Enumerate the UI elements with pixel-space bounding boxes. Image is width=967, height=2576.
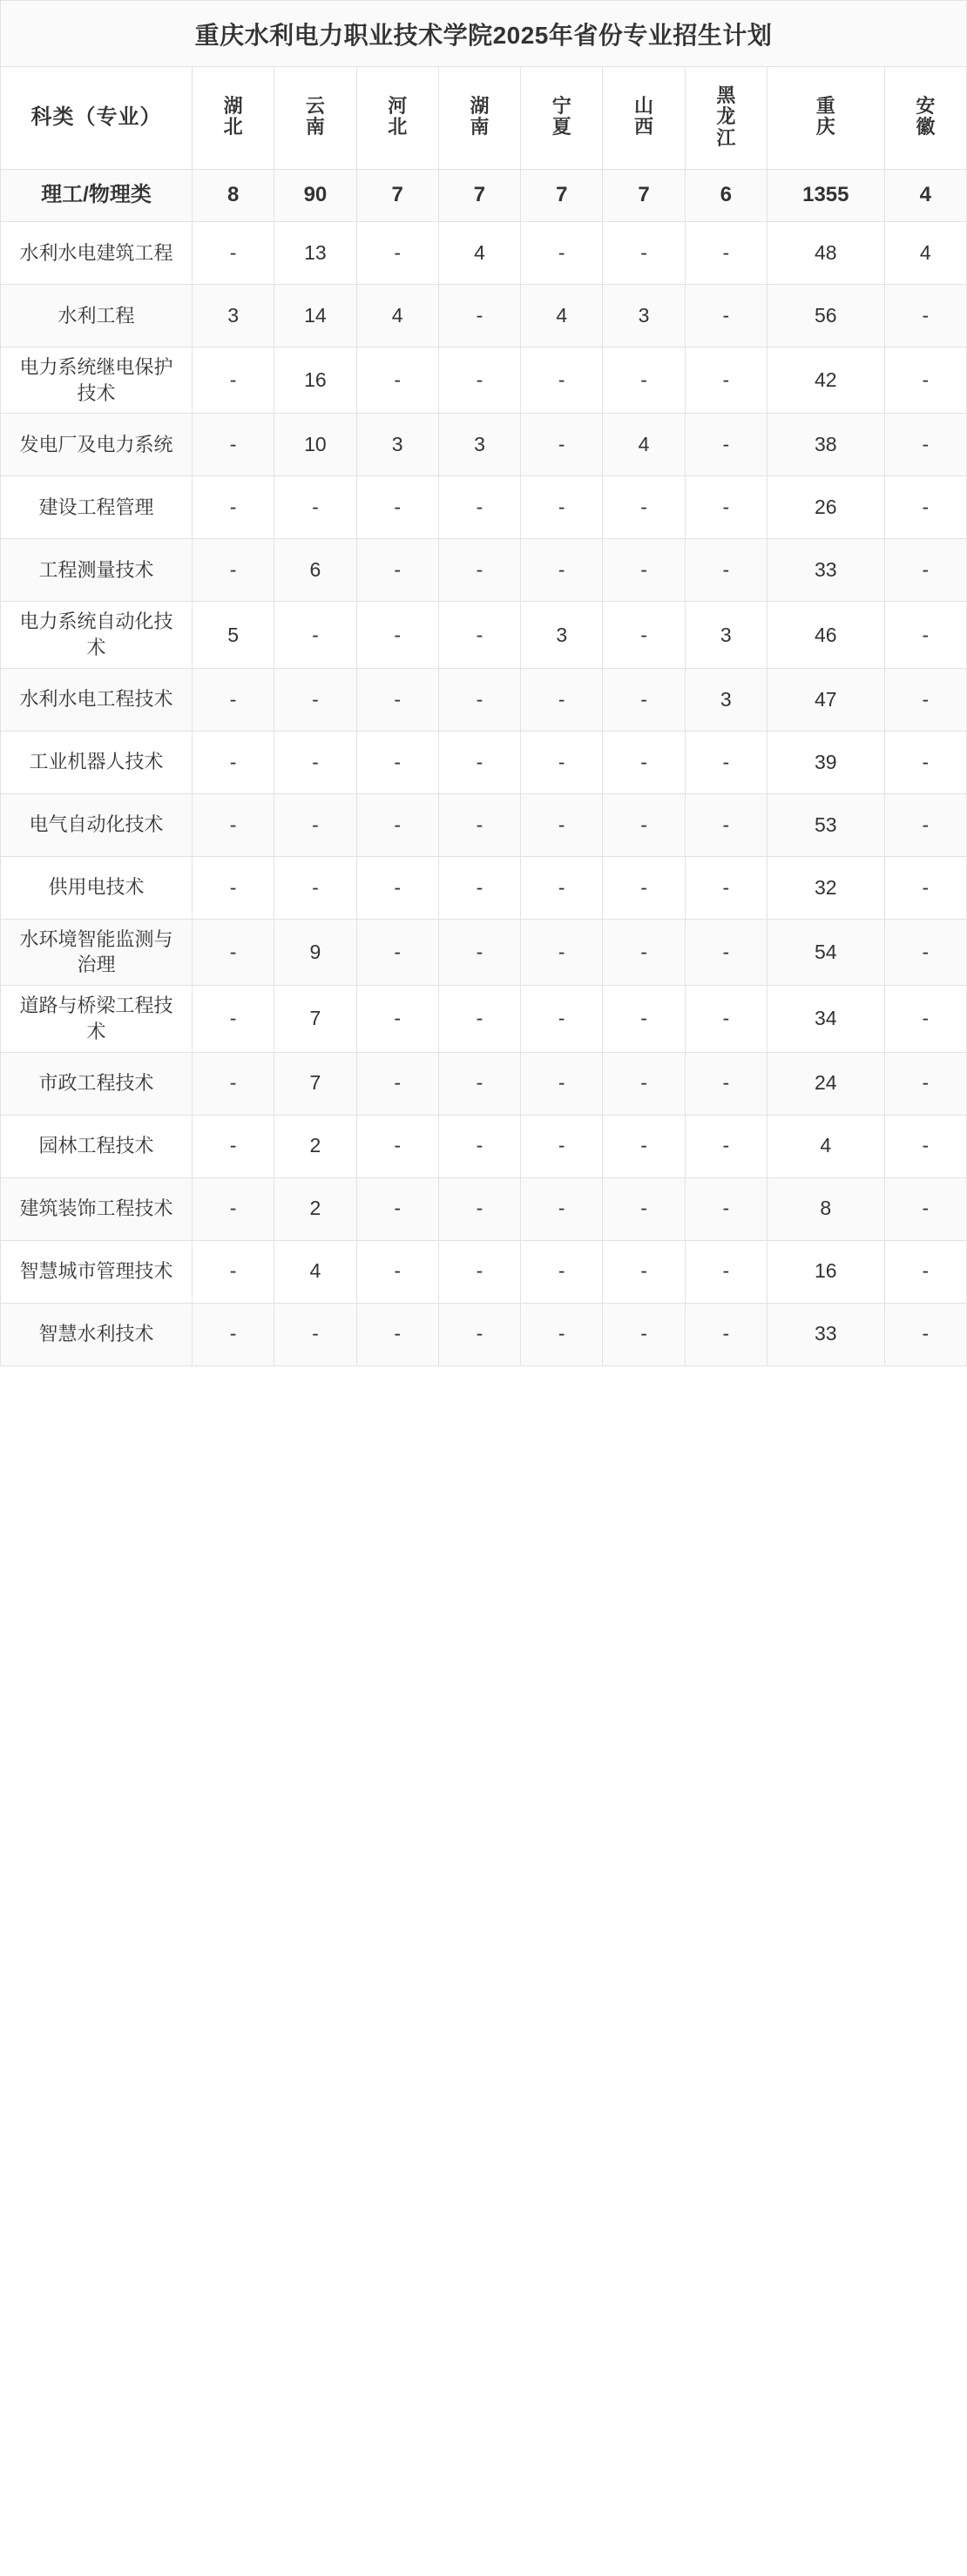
cell-heilongjiang: 3 [685,602,767,668]
cell-ningxia: - [521,986,603,1052]
cell-hubei: 5 [193,602,274,668]
cell-ningxia: - [521,222,603,285]
cell-yunnan: 2 [274,1177,356,1240]
cell-ningxia: - [521,1303,603,1366]
cell-heilongjiang: - [685,919,767,985]
major-name: 电气自动化技术 [1,793,193,856]
column-header-major: 科类（专业） [1,67,193,170]
cell-chongqing: 4 [767,1115,884,1177]
cell-anhui: - [884,919,966,985]
cell-chongqing: 34 [767,986,884,1052]
cell-heilongjiang: - [685,414,767,476]
cell-chongqing: 33 [767,1303,884,1366]
major-name: 水利水电建筑工程 [1,222,193,285]
page-title: 重庆水利电力职业技术学院2025年省份专业招生计划 [194,21,773,49]
cell-chongqing: 47 [767,668,884,731]
cell-hubei: 3 [193,285,274,347]
cell-heilongjiang: 3 [685,668,767,731]
table-body [1,170,967,1366]
cell-hunan: - [438,856,520,919]
subject-value-chongqing: 1355 [767,170,884,222]
cell-chongqing: 39 [767,731,884,793]
table-header-row [1,67,967,170]
cell-hebei: - [356,476,438,539]
cell-hunan: 4 [438,222,520,285]
table-row [1,347,967,414]
cell-yunnan: 9 [274,919,356,985]
cell-heilongjiang: - [685,347,767,414]
cell-hunan: - [438,1303,520,1366]
cell-anhui: - [884,1052,966,1115]
cell-chongqing: 54 [767,919,884,985]
cell-hebei: - [356,347,438,414]
cell-shanxi: - [603,919,685,985]
cell-shanxi: - [603,539,685,602]
cell-hunan: - [438,1115,520,1177]
table-header [1,67,967,170]
cell-shanxi: - [603,668,685,731]
cell-hebei: 4 [356,285,438,347]
cell-ningxia: - [521,347,603,414]
cell-heilongjiang: - [685,1115,767,1177]
cell-hebei: - [356,1052,438,1115]
cell-hubei: - [193,222,274,285]
column-header-hunan-label: 湖南 [470,94,490,138]
cell-hebei: - [356,1177,438,1240]
cell-hunan: - [438,285,520,347]
cell-ningxia: - [521,476,603,539]
subject-value-hunan: 7 [438,170,520,222]
cell-hubei: - [193,856,274,919]
cell-chongqing: 24 [767,1052,884,1115]
cell-hebei: - [356,856,438,919]
table-row [1,222,967,285]
page-title-bar [0,0,967,66]
cell-anhui: 4 [884,222,966,285]
cell-ningxia: - [521,1115,603,1177]
cell-anhui: - [884,986,966,1052]
major-name: 智慧城市管理技术 [1,1240,193,1303]
cell-shanxi: - [603,731,685,793]
cell-hubei: - [193,476,274,539]
cell-chongqing: 33 [767,539,884,602]
cell-hunan: - [438,793,520,856]
major-name: 水利水电工程技术 [1,668,193,731]
table-row [1,1240,967,1303]
cell-yunnan: - [274,793,356,856]
subject-value-hebei: 7 [356,170,438,222]
cell-yunnan: 13 [274,222,356,285]
major-name: 发电厂及电力系统 [1,414,193,476]
cell-heilongjiang: - [685,285,767,347]
table-row [1,668,967,731]
cell-shanxi: - [603,856,685,919]
major-name: 供用电技术 [1,856,193,919]
cell-hubei: - [193,793,274,856]
major-name: 水环境智能监测与治理 [1,919,193,985]
cell-hubei: - [193,986,274,1052]
column-header-shanxi [603,67,685,170]
cell-hebei: 3 [356,414,438,476]
cell-heilongjiang: - [685,1303,767,1366]
cell-hunan: - [438,1177,520,1240]
cell-yunnan: 6 [274,539,356,602]
cell-chongqing: 8 [767,1177,884,1240]
cell-hubei: - [193,1115,274,1177]
cell-shanxi: - [603,1177,685,1240]
cell-yunnan: - [274,1303,356,1366]
column-header-ningxia [521,67,603,170]
cell-anhui: - [884,285,966,347]
cell-chongqing: 46 [767,602,884,668]
cell-anhui: - [884,1115,966,1177]
cell-hubei: - [193,1177,274,1240]
admissions-plan-table [0,66,967,1366]
subject-value-yunnan: 90 [274,170,356,222]
table-row [1,793,967,856]
column-header-yunnan-label: 云南 [305,94,325,138]
cell-shanxi: - [603,602,685,668]
cell-chongqing: 56 [767,285,884,347]
column-header-hebei [356,67,438,170]
cell-hunan: 3 [438,414,520,476]
cell-yunnan: - [274,856,356,919]
column-header-heilongjiang-label: 黑龙江 [716,84,736,149]
cell-anhui: - [884,793,966,856]
cell-hunan: - [438,539,520,602]
cell-anhui: - [884,602,966,668]
cell-heilongjiang: - [685,731,767,793]
major-name: 市政工程技术 [1,1052,193,1115]
cell-chongqing: 16 [767,1240,884,1303]
column-header-hubei [193,67,274,170]
major-name: 电力系统自动化技术 [1,602,193,668]
cell-heilongjiang: - [685,1240,767,1303]
cell-shanxi: 3 [603,285,685,347]
cell-anhui: - [884,476,966,539]
cell-anhui: - [884,668,966,731]
cell-chongqing: 48 [767,222,884,285]
column-header-ningxia-label: 宁夏 [551,94,571,138]
cell-hunan: - [438,1240,520,1303]
table-row [1,731,967,793]
table-row [1,919,967,985]
cell-heilongjiang: - [685,1177,767,1240]
column-header-anhui [884,67,966,170]
table-row [1,414,967,476]
column-header-shanxi-label: 山西 [634,94,654,138]
table-row [1,1115,967,1177]
cell-chongqing: 26 [767,476,884,539]
cell-yunnan: 7 [274,1052,356,1115]
cell-hebei: - [356,919,438,985]
cell-yunnan: 2 [274,1115,356,1177]
cell-hubei: - [193,731,274,793]
table-row [1,1052,967,1115]
table-row [1,285,967,347]
cell-ningxia: - [521,793,603,856]
column-header-yunnan [274,67,356,170]
cell-shanxi: - [603,222,685,285]
cell-shanxi: - [603,1052,685,1115]
column-header-chongqing [767,67,884,170]
column-header-hebei-label: 河北 [388,94,408,138]
cell-hunan: - [438,602,520,668]
cell-hebei: - [356,793,438,856]
subject-value-shanxi: 7 [603,170,685,222]
cell-ningxia: - [521,919,603,985]
cell-chongqing: 42 [767,347,884,414]
cell-ningxia: - [521,1240,603,1303]
major-name: 工程测量技术 [1,539,193,602]
cell-hunan: - [438,731,520,793]
cell-hubei: - [193,1240,274,1303]
table-row [1,856,967,919]
cell-hebei: - [356,986,438,1052]
cell-ningxia: - [521,1177,603,1240]
cell-anhui: - [884,1303,966,1366]
cell-yunnan: 10 [274,414,356,476]
cell-ningxia: - [521,1052,603,1115]
cell-yunnan: - [274,476,356,539]
cell-ningxia: - [521,414,603,476]
subject-value-heilongjiang: 6 [685,170,767,222]
cell-chongqing: 38 [767,414,884,476]
major-name: 智慧水利技术 [1,1303,193,1366]
major-name: 园林工程技术 [1,1115,193,1177]
cell-hebei: - [356,1303,438,1366]
table-row [1,1177,967,1240]
cell-yunnan: 7 [274,986,356,1052]
cell-heilongjiang: - [685,986,767,1052]
cell-shanxi: - [603,986,685,1052]
major-name: 电力系统继电保护技术 [1,347,193,414]
cell-shanxi: - [603,1303,685,1366]
cell-hebei: - [356,539,438,602]
cell-hubei: - [193,347,274,414]
cell-shanxi: - [603,793,685,856]
major-name: 道路与桥梁工程技术 [1,986,193,1052]
cell-heilongjiang: - [685,539,767,602]
cell-yunnan: 16 [274,347,356,414]
cell-yunnan: 4 [274,1240,356,1303]
cell-ningxia: - [521,668,603,731]
cell-yunnan: - [274,668,356,731]
column-header-heilongjiang [685,67,767,170]
cell-ningxia: - [521,539,603,602]
major-name: 建筑装饰工程技术 [1,1177,193,1240]
column-header-chongqing-label: 重庆 [815,94,835,138]
cell-hunan: - [438,668,520,731]
cell-heilongjiang: - [685,793,767,856]
table-row [1,476,967,539]
cell-hubei: - [193,1052,274,1115]
cell-hubei: - [193,414,274,476]
cell-anhui: - [884,731,966,793]
cell-ningxia: - [521,731,603,793]
cell-hunan: - [438,476,520,539]
cell-yunnan: 14 [274,285,356,347]
subject-category-label: 理工/物理类 [1,170,193,222]
cell-hebei: - [356,731,438,793]
cell-shanxi: - [603,1115,685,1177]
cell-hebei: - [356,1115,438,1177]
cell-shanxi: - [603,1240,685,1303]
cell-anhui: - [884,1177,966,1240]
cell-heilongjiang: - [685,1052,767,1115]
cell-heilongjiang: - [685,856,767,919]
major-name: 工业机器人技术 [1,731,193,793]
cell-hebei: - [356,668,438,731]
cell-hunan: - [438,347,520,414]
column-header-anhui-label: 安徽 [916,94,936,138]
cell-anhui: - [884,539,966,602]
cell-chongqing: 53 [767,793,884,856]
cell-anhui: - [884,414,966,476]
cell-ningxia: 3 [521,602,603,668]
cell-hebei: - [356,1240,438,1303]
cell-heilongjiang: - [685,222,767,285]
cell-hubei: - [193,668,274,731]
column-header-hunan [438,67,520,170]
cell-anhui: - [884,856,966,919]
cell-shanxi: 4 [603,414,685,476]
cell-ningxia: 4 [521,285,603,347]
table-row [1,1303,967,1366]
cell-yunnan: - [274,602,356,668]
cell-hunan: - [438,919,520,985]
cell-shanxi: - [603,476,685,539]
cell-ningxia: - [521,856,603,919]
table-row [1,602,967,668]
major-name: 水利工程 [1,285,193,347]
subject-value-anhui: 4 [884,170,966,222]
cell-hubei: - [193,919,274,985]
cell-hunan: - [438,1052,520,1115]
column-header-hubei-label: 湖北 [223,94,243,138]
table-row [1,986,967,1052]
subject-value-hubei: 8 [193,170,274,222]
table-row [1,539,967,602]
subject-value-ningxia: 7 [521,170,603,222]
cell-shanxi: - [603,347,685,414]
cell-hebei: - [356,222,438,285]
cell-anhui: - [884,1240,966,1303]
cell-yunnan: - [274,731,356,793]
cell-hubei: - [193,539,274,602]
major-name: 建设工程管理 [1,476,193,539]
subject-category-row [1,170,967,222]
cell-chongqing: 32 [767,856,884,919]
cell-anhui: - [884,347,966,414]
cell-hunan: - [438,986,520,1052]
cell-hubei: - [193,1303,274,1366]
cell-heilongjiang: - [685,476,767,539]
cell-hebei: - [356,602,438,668]
